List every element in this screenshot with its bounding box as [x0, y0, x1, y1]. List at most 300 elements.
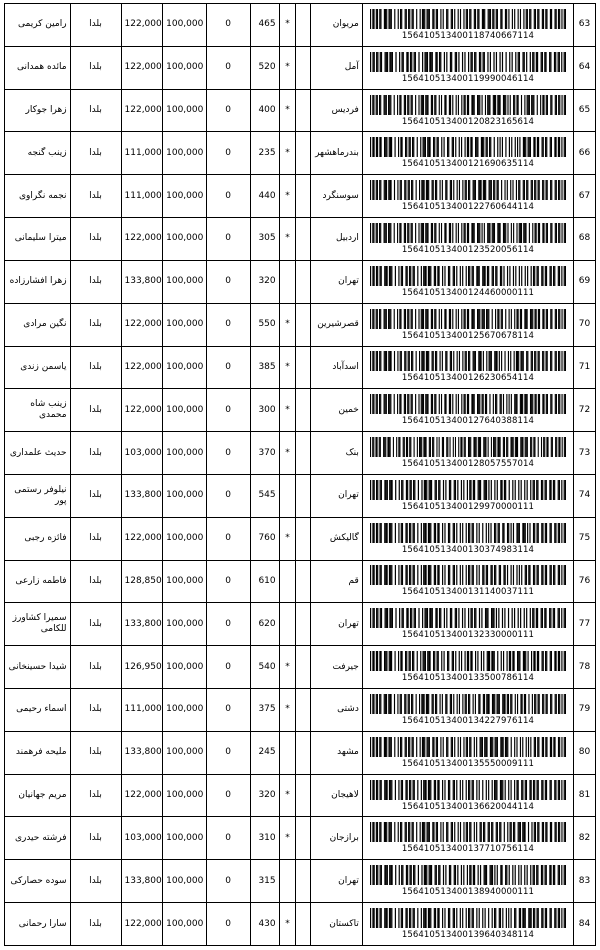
city-cell: لاهیجان — [310, 774, 362, 817]
star-marker-cell: * — [279, 346, 296, 389]
city-cell: تهران — [310, 474, 362, 517]
weight-cell: 310 — [250, 817, 279, 860]
barcode-graphic — [370, 865, 566, 885]
row-index-cell: 76 — [574, 560, 596, 603]
row-index-cell: 80 — [574, 731, 596, 774]
table-row — [5, 303, 596, 346]
empty-cell — [296, 689, 311, 732]
tracking-cell — [362, 731, 573, 774]
weight-cell: 620 — [250, 603, 279, 646]
tracking-cell — [362, 903, 573, 946]
zero-value-cell: 0 — [206, 603, 250, 646]
delivery-type-cell: بلدا — [70, 689, 121, 732]
tracking-cell — [362, 646, 573, 689]
table-row — [5, 260, 596, 303]
barcode-graphic — [370, 822, 566, 842]
delivery-type-cell: بلدا — [70, 646, 121, 689]
row-index-cell: 68 — [574, 218, 596, 261]
tracking-number: 156410513400126230654114 — [401, 373, 535, 384]
delivery-type-cell: بلدا — [70, 731, 121, 774]
empty-cell — [296, 46, 311, 89]
recipient-name-cell: شیدا حسینخانی — [5, 646, 71, 689]
table-row — [5, 903, 596, 946]
tracking-number: 156410513400138940000111 — [401, 887, 535, 898]
amount-cell: 133,800 — [121, 260, 163, 303]
table-row — [5, 4, 596, 47]
tracking-cell — [362, 46, 573, 89]
amount-cell: 122,000 — [121, 389, 163, 432]
base-amount-cell: 100,000 — [163, 903, 207, 946]
base-amount-cell: 100,000 — [163, 132, 207, 175]
empty-cell — [296, 731, 311, 774]
city-cell: آمل — [310, 46, 362, 89]
tracking-number: 156410513400136620044114 — [401, 801, 535, 812]
base-amount-cell: 100,000 — [163, 517, 207, 560]
amount-cell: 133,800 — [121, 474, 163, 517]
delivery-type-cell: بلدا — [70, 346, 121, 389]
city-cell: مشهد — [310, 731, 362, 774]
row-index-cell: 69 — [574, 260, 596, 303]
weight-cell: 375 — [250, 689, 279, 732]
city-cell: اردبیل — [310, 218, 362, 261]
base-amount-cell: 100,000 — [163, 817, 207, 860]
tracking-cell — [362, 603, 573, 646]
barcode-graphic — [370, 437, 566, 457]
row-index-cell: 79 — [574, 689, 596, 732]
base-amount-cell: 100,000 — [163, 346, 207, 389]
base-amount-cell: 100,000 — [163, 260, 207, 303]
tracking-cell — [362, 560, 573, 603]
table-row — [5, 560, 596, 603]
star-marker-cell: * — [279, 517, 296, 560]
base-amount-cell: 100,000 — [163, 560, 207, 603]
tracking-number: 156410513400128057557014 — [401, 459, 535, 470]
weight-cell: 520 — [250, 46, 279, 89]
weight-cell: 315 — [250, 860, 279, 903]
star-marker-cell: * — [279, 218, 296, 261]
weight-cell: 305 — [250, 218, 279, 261]
tracking-cell — [362, 817, 573, 860]
amount-cell: 133,800 — [121, 860, 163, 903]
star-marker-cell: * — [279, 689, 296, 732]
base-amount-cell: 100,000 — [163, 175, 207, 218]
amount-cell: 122,000 — [121, 218, 163, 261]
star-marker-cell: * — [279, 774, 296, 817]
star-marker-cell: * — [279, 4, 296, 47]
tracking-number: 156410513400139640348114 — [401, 930, 535, 941]
city-cell: قصرشیرین — [310, 303, 362, 346]
tracking-number: 156410513400125670678114 — [401, 330, 535, 341]
zero-value-cell: 0 — [206, 689, 250, 732]
delivery-type-cell: بلدا — [70, 860, 121, 903]
tracking-cell — [362, 474, 573, 517]
weight-cell: 430 — [250, 903, 279, 946]
star-marker-cell: * — [279, 389, 296, 432]
row-index-cell: 84 — [574, 903, 596, 946]
city-cell: تهران — [310, 603, 362, 646]
star-marker-cell: * — [279, 46, 296, 89]
row-index-cell: 81 — [574, 774, 596, 817]
recipient-name-cell: فائزه رجبی — [5, 517, 71, 560]
tracking-cell — [362, 432, 573, 475]
city-cell: فردیس — [310, 89, 362, 132]
base-amount-cell: 100,000 — [163, 646, 207, 689]
tracking-number: 156410513400129970000111 — [401, 501, 535, 512]
amount-cell: 122,000 — [121, 4, 163, 47]
empty-cell — [296, 218, 311, 261]
amount-cell: 103,000 — [121, 432, 163, 475]
tracking-number: 156410513400120823165614 — [401, 116, 535, 127]
barcode-graphic — [370, 309, 566, 329]
star-marker-cell — [279, 260, 296, 303]
empty-cell — [296, 346, 311, 389]
barcode-graphic — [370, 737, 566, 757]
star-marker-cell — [279, 731, 296, 774]
recipient-name-cell: نگین مرادی — [5, 303, 71, 346]
empty-cell — [296, 560, 311, 603]
zero-value-cell: 0 — [206, 175, 250, 218]
zero-value-cell: 0 — [206, 860, 250, 903]
star-marker-cell — [279, 474, 296, 517]
tracking-cell — [362, 689, 573, 732]
delivery-type-cell: بلدا — [70, 560, 121, 603]
tracking-number: 156410513400121690635114 — [401, 159, 535, 170]
barcode-graphic — [370, 137, 566, 157]
table-row — [5, 774, 596, 817]
delivery-type-cell: بلدا — [70, 432, 121, 475]
city-cell: گالیکش — [310, 517, 362, 560]
delivery-type-cell: بلدا — [70, 903, 121, 946]
row-index-cell: 64 — [574, 46, 596, 89]
star-marker-cell — [279, 560, 296, 603]
row-index-cell: 67 — [574, 175, 596, 218]
empty-cell — [296, 474, 311, 517]
recipient-name-cell: نیلوفر رستمی پور — [5, 474, 71, 517]
delivery-type-cell: بلدا — [70, 303, 121, 346]
table-row — [5, 731, 596, 774]
row-index-cell: 65 — [574, 89, 596, 132]
tracking-cell — [362, 218, 573, 261]
amount-cell: 122,000 — [121, 303, 163, 346]
city-cell: بندرماهشهر — [310, 132, 362, 175]
amount-cell: 111,000 — [121, 175, 163, 218]
weight-cell: 550 — [250, 303, 279, 346]
barcode-graphic — [370, 651, 566, 671]
row-index-cell: 66 — [574, 132, 596, 175]
recipient-name-cell: یاسمن زندی — [5, 346, 71, 389]
tracking-number: 156410513400130374983114 — [401, 544, 535, 555]
delivery-type-cell: بلدا — [70, 89, 121, 132]
table-row — [5, 89, 596, 132]
amount-cell: 122,000 — [121, 774, 163, 817]
barcode-graphic — [370, 394, 566, 414]
recipient-name-cell: زینب گنجه — [5, 132, 71, 175]
base-amount-cell: 100,000 — [163, 603, 207, 646]
tracking-number: 156410513400137710756114 — [401, 844, 535, 855]
table-row — [5, 474, 596, 517]
zero-value-cell: 0 — [206, 817, 250, 860]
weight-cell: 545 — [250, 474, 279, 517]
weight-cell: 540 — [250, 646, 279, 689]
recipient-name-cell: فاطمه زارعی — [5, 560, 71, 603]
tracking-number: 156410513400132330000111 — [401, 630, 535, 641]
empty-cell — [296, 4, 311, 47]
amount-cell: 133,800 — [121, 603, 163, 646]
table-row — [5, 603, 596, 646]
base-amount-cell: 100,000 — [163, 89, 207, 132]
empty-cell — [296, 774, 311, 817]
zero-value-cell: 0 — [206, 560, 250, 603]
amount-cell: 122,000 — [121, 46, 163, 89]
zero-value-cell: 0 — [206, 346, 250, 389]
base-amount-cell: 100,000 — [163, 689, 207, 732]
amount-cell: 111,000 — [121, 132, 163, 175]
star-marker-cell — [279, 603, 296, 646]
weight-cell: 440 — [250, 175, 279, 218]
tracking-cell — [362, 346, 573, 389]
zero-value-cell: 0 — [206, 218, 250, 261]
delivery-type-cell: بلدا — [70, 517, 121, 560]
barcode-graphic — [370, 351, 566, 371]
tracking-number: 156410513400119990046114 — [401, 73, 535, 84]
star-marker-cell: * — [279, 903, 296, 946]
delivery-type-cell: بلدا — [70, 817, 121, 860]
empty-cell — [296, 260, 311, 303]
zero-value-cell: 0 — [206, 260, 250, 303]
recipient-name-cell: میترا سلیمانی — [5, 218, 71, 261]
amount-cell: 122,000 — [121, 89, 163, 132]
table-row — [5, 346, 596, 389]
barcode-graphic — [370, 480, 566, 500]
table-row — [5, 218, 596, 261]
zero-value-cell: 0 — [206, 774, 250, 817]
delivery-type-cell: بلدا — [70, 4, 121, 47]
city-cell: اسدآباد — [310, 346, 362, 389]
amount-cell: 122,000 — [121, 517, 163, 560]
empty-cell — [296, 646, 311, 689]
tracking-cell — [362, 517, 573, 560]
barcode-graphic — [370, 95, 566, 115]
barcode-graphic — [370, 694, 566, 714]
barcode-graphic — [370, 523, 566, 543]
weight-cell: 370 — [250, 432, 279, 475]
zero-value-cell: 0 — [206, 903, 250, 946]
table-row — [5, 860, 596, 903]
empty-cell — [296, 89, 311, 132]
city-cell: تهران — [310, 260, 362, 303]
amount-cell: 103,000 — [121, 817, 163, 860]
barcode-graphic — [370, 180, 566, 200]
amount-cell: 128,850 — [121, 560, 163, 603]
tracking-cell — [362, 4, 573, 47]
zero-value-cell: 0 — [206, 474, 250, 517]
tracking-cell — [362, 774, 573, 817]
table-row — [5, 132, 596, 175]
tracking-number: 156410513400134227976114 — [401, 715, 535, 726]
star-marker-cell: * — [279, 817, 296, 860]
base-amount-cell: 100,000 — [163, 860, 207, 903]
row-index-cell: 78 — [574, 646, 596, 689]
row-index-cell: 73 — [574, 432, 596, 475]
shipment-rows — [5, 4, 596, 946]
amount-cell: 122,000 — [121, 346, 163, 389]
zero-value-cell: 0 — [206, 389, 250, 432]
weight-cell: 245 — [250, 731, 279, 774]
star-marker-cell — [279, 860, 296, 903]
delivery-type-cell: بلدا — [70, 132, 121, 175]
star-marker-cell: * — [279, 89, 296, 132]
delivery-type-cell: بلدا — [70, 774, 121, 817]
city-cell: تهران — [310, 860, 362, 903]
row-index-cell: 74 — [574, 474, 596, 517]
barcode-graphic — [370, 9, 566, 29]
recipient-name-cell: سوده حصارکی — [5, 860, 71, 903]
table-row — [5, 46, 596, 89]
zero-value-cell: 0 — [206, 731, 250, 774]
row-index-cell: 72 — [574, 389, 596, 432]
tracking-number: 156410513400133500786114 — [401, 673, 535, 684]
zero-value-cell: 0 — [206, 517, 250, 560]
barcode-graphic — [370, 52, 566, 72]
zero-value-cell: 0 — [206, 4, 250, 47]
star-marker-cell: * — [279, 175, 296, 218]
tracking-cell — [362, 260, 573, 303]
star-marker-cell: * — [279, 646, 296, 689]
empty-cell — [296, 903, 311, 946]
tracking-cell — [362, 860, 573, 903]
barcode-graphic — [370, 565, 566, 585]
barcode-graphic — [370, 780, 566, 800]
barcode-graphic — [370, 908, 566, 928]
recipient-name-cell: زهرا افشارزاده — [5, 260, 71, 303]
table-row — [5, 432, 596, 475]
empty-cell — [296, 517, 311, 560]
barcode-graphic — [370, 266, 566, 286]
weight-cell: 610 — [250, 560, 279, 603]
weight-cell: 385 — [250, 346, 279, 389]
recipient-name-cell: نجمه نگراوی — [5, 175, 71, 218]
row-index-cell: 70 — [574, 303, 596, 346]
amount-cell: 133,800 — [121, 731, 163, 774]
recipient-name-cell: سارا رحمانی — [5, 903, 71, 946]
tracking-number: 156410513400127640388114 — [401, 416, 535, 427]
table-row — [5, 817, 596, 860]
empty-cell — [296, 603, 311, 646]
table-row — [5, 389, 596, 432]
table-row — [5, 517, 596, 560]
city-cell: بنک — [310, 432, 362, 475]
recipient-name-cell: مریم جهانیان — [5, 774, 71, 817]
delivery-type-cell: بلدا — [70, 389, 121, 432]
delivery-type-cell: بلدا — [70, 260, 121, 303]
base-amount-cell: 100,000 — [163, 774, 207, 817]
weight-cell: 400 — [250, 89, 279, 132]
zero-value-cell: 0 — [206, 132, 250, 175]
tracking-number: 156410513400124460000111 — [401, 287, 535, 298]
base-amount-cell: 100,000 — [163, 731, 207, 774]
city-cell: جیرفت — [310, 646, 362, 689]
weight-cell: 235 — [250, 132, 279, 175]
shipment-table — [4, 3, 596, 946]
recipient-name-cell: سمیرا کشاورز للکامی — [5, 603, 71, 646]
row-index-cell: 71 — [574, 346, 596, 389]
star-marker-cell: * — [279, 303, 296, 346]
recipient-name-cell: حدیث علمداری — [5, 432, 71, 475]
recipient-name-cell: ملیحه فرهمند — [5, 731, 71, 774]
delivery-type-cell: بلدا — [70, 474, 121, 517]
empty-cell — [296, 175, 311, 218]
base-amount-cell: 100,000 — [163, 474, 207, 517]
recipient-name-cell: مائده همدانی — [5, 46, 71, 89]
tracking-number: 156410513400131140037111 — [401, 587, 535, 598]
row-index-cell: 82 — [574, 817, 596, 860]
city-cell: مریوان — [310, 4, 362, 47]
tracking-number: 156410513400118740667114 — [401, 30, 535, 41]
base-amount-cell: 100,000 — [163, 389, 207, 432]
tracking-number: 156410513400135550009111 — [401, 758, 535, 769]
tracking-cell — [362, 303, 573, 346]
city-cell: برازجان — [310, 817, 362, 860]
city-cell: سوسنگرد — [310, 175, 362, 218]
base-amount-cell: 100,000 — [163, 218, 207, 261]
zero-value-cell: 0 — [206, 646, 250, 689]
base-amount-cell: 100,000 — [163, 432, 207, 475]
amount-cell: 111,000 — [121, 689, 163, 732]
barcode-graphic — [370, 608, 566, 628]
row-index-cell: 63 — [574, 4, 596, 47]
recipient-name-cell: اسماء رحیمی — [5, 689, 71, 732]
delivery-type-cell: بلدا — [70, 218, 121, 261]
tracking-number: 156410513400123520056114 — [401, 244, 535, 255]
recipient-name-cell: زهرا جوکار — [5, 89, 71, 132]
zero-value-cell: 0 — [206, 89, 250, 132]
tracking-cell — [362, 89, 573, 132]
table-row — [5, 646, 596, 689]
empty-cell — [296, 303, 311, 346]
zero-value-cell: 0 — [206, 432, 250, 475]
weight-cell: 300 — [250, 389, 279, 432]
city-cell: تاکستان — [310, 903, 362, 946]
tracking-cell — [362, 389, 573, 432]
zero-value-cell: 0 — [206, 303, 250, 346]
tracking-cell — [362, 132, 573, 175]
city-cell: دشتی — [310, 689, 362, 732]
empty-cell — [296, 860, 311, 903]
weight-cell: 320 — [250, 260, 279, 303]
city-cell: قم — [310, 560, 362, 603]
tracking-cell — [362, 175, 573, 218]
delivery-type-cell: بلدا — [70, 175, 121, 218]
weight-cell: 465 — [250, 4, 279, 47]
city-cell: خمین — [310, 389, 362, 432]
base-amount-cell: 100,000 — [163, 46, 207, 89]
row-index-cell: 83 — [574, 860, 596, 903]
amount-cell: 122,000 — [121, 903, 163, 946]
delivery-type-cell: بلدا — [70, 46, 121, 89]
recipient-name-cell: رامین کریمی — [5, 4, 71, 47]
base-amount-cell: 100,000 — [163, 4, 207, 47]
zero-value-cell: 0 — [206, 46, 250, 89]
recipient-name-cell: زینب شاه محمدی — [5, 389, 71, 432]
tracking-number: 156410513400122760644114 — [401, 202, 535, 213]
barcode-graphic — [370, 223, 566, 243]
star-marker-cell: * — [279, 132, 296, 175]
base-amount-cell: 100,000 — [163, 303, 207, 346]
star-marker-cell: * — [279, 432, 296, 475]
weight-cell: 320 — [250, 774, 279, 817]
empty-cell — [296, 817, 311, 860]
empty-cell — [296, 132, 311, 175]
